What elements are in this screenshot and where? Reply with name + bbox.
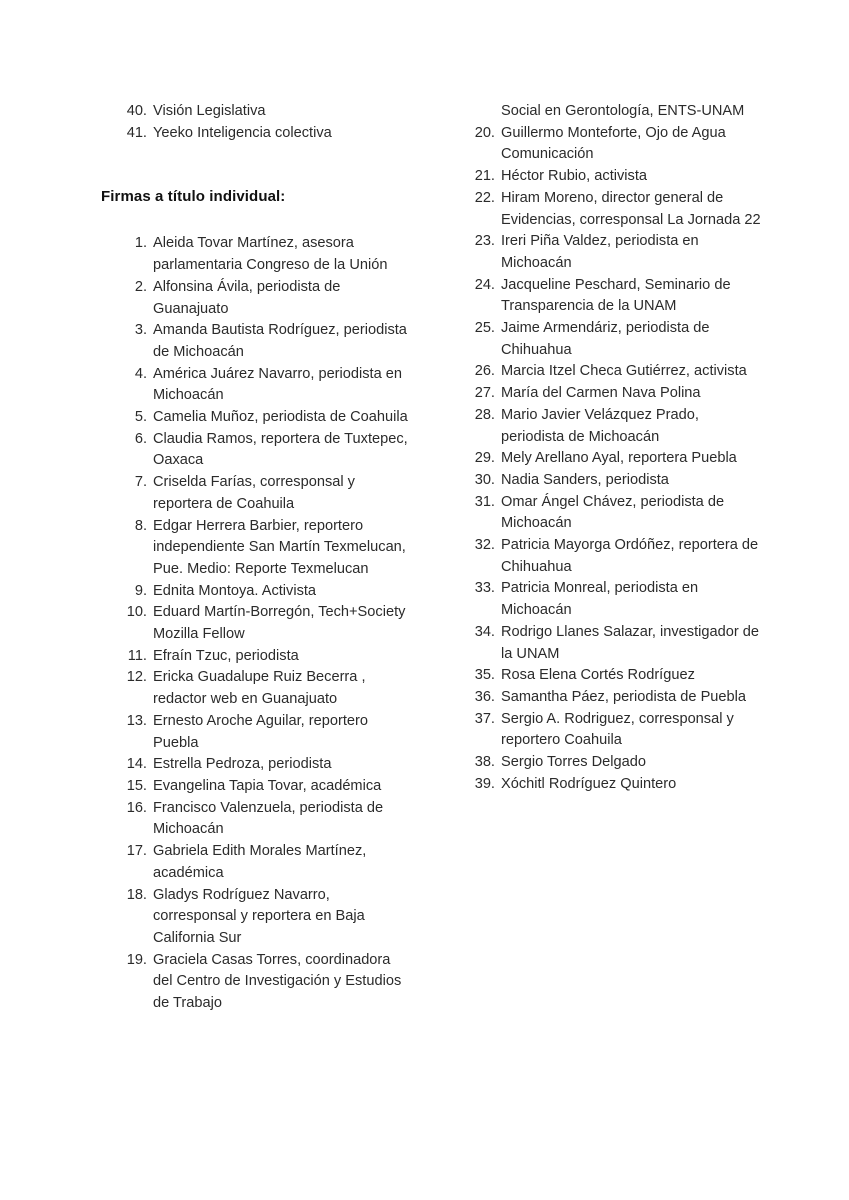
- item-number: 1.: [134, 235, 147, 252]
- item-number: 8.: [134, 517, 147, 534]
- item-text: Hiram Moreno, director general de Evidencias, corresponsal La Jornada 22: [501, 189, 761, 228]
- item-number: 28.: [474, 406, 495, 423]
- list-item: [471, 774, 761, 796]
- item-text: Mely Arellano Ayal, reportera Puebla: [501, 450, 737, 467]
- list-item: [471, 752, 761, 774]
- item-text: Patricia Mayorga Ordóñez, reportera de Chihuahua: [501, 537, 759, 575]
- item-text: América Juárez Navarro, periodista en Michoacán: [153, 365, 403, 404]
- item-text: Claudia Ramos, reportera de Tuxtepec, Oaxaca: [153, 430, 408, 469]
- item-number: 7.: [134, 474, 147, 491]
- item-number: 4.: [134, 365, 147, 382]
- item-text: Edgar Herrera Barbier, reportero independiente San Martín Texmelucan, Pue. Medio: Reporte Texmelucan: [153, 517, 406, 577]
- list-item: [101, 950, 411, 1015]
- item-text: Visión Legislativa: [153, 103, 266, 119]
- item-number: 23.: [474, 233, 495, 250]
- item-text: Nadia Sanders, periodista: [501, 471, 669, 488]
- list-item: [101, 101, 411, 123]
- item-number: 5.: [134, 409, 147, 426]
- item-number: 3.: [134, 322, 147, 339]
- item-text: Marcia Itzel Checa Gutiérrez, activista: [501, 363, 747, 380]
- item-text: Alfonsina Ávila, periodista de Guanajuato: [153, 278, 341, 317]
- list-item: [471, 361, 761, 383]
- item-text: Sergio A. Rodriguez, corresponsal y reportero Coahuila: [501, 710, 734, 749]
- item-text: María del Carmen Nava Polina: [501, 385, 701, 402]
- item-number: 18.: [126, 886, 147, 903]
- item-text: Yeeko Inteligencia colectiva: [153, 124, 332, 141]
- item-text: Ireri Piña Valdez, periodista en Michoacán: [501, 233, 699, 271]
- item-text: Omar Ángel Chávez, periodista de Michoacán: [501, 493, 725, 532]
- item-number: 22.: [474, 189, 495, 206]
- list-item: [101, 798, 411, 841]
- item-text: Patricia Monreal, periodista en Michoacán: [501, 580, 699, 619]
- item-number: 2.: [134, 278, 147, 295]
- item-text: Ernesto Aroche Aguilar, reportero Puebla: [153, 712, 368, 751]
- item-text: Mario Javier Velázquez Prado, periodista de Michoacán: [501, 406, 699, 445]
- item-text: Eduard Martín-Borregón, Tech+Society Mozilla Fellow: [153, 604, 406, 643]
- list-item: [471, 622, 761, 665]
- item-text: Gabriela Edith Morales Martínez, académica: [153, 843, 367, 881]
- organizations-list: [101, 101, 411, 144]
- item-number: 35.: [474, 667, 495, 684]
- list-item: [101, 754, 411, 776]
- individual-signatures-list-left: [101, 233, 411, 1014]
- item-text: Criselda Farías, corresponsal y reportera de Coahuila: [153, 474, 355, 512]
- item-number: 27.: [474, 385, 495, 402]
- item-number: 36.: [474, 688, 495, 705]
- list-item: [101, 667, 411, 710]
- list-item: [101, 407, 411, 429]
- list-item: [101, 429, 411, 472]
- list-item: [101, 646, 411, 668]
- list-item: [101, 123, 411, 145]
- item-text: Héctor Rubio, activista: [501, 168, 647, 185]
- item-text: Rodrigo Llanes Salazar, investigador de la UNAM: [501, 623, 759, 662]
- list-item: [471, 166, 761, 188]
- list-item: [101, 364, 411, 407]
- item-19-continuation: Social en Gerontología, ENTS-UNAM: [501, 103, 745, 119]
- list-item: [101, 472, 411, 515]
- list-item: [101, 233, 411, 276]
- item-text: Gladys Rodríguez Navarro, corresponsal y reportera en Baja California Sur: [153, 886, 365, 946]
- item-number: 40.: [126, 103, 147, 119]
- item-text: Jaime Armendáriz, periodista de Chihuahua: [501, 320, 710, 358]
- item-text: Estrella Pedroza, periodista: [153, 756, 332, 773]
- item-number: 24.: [474, 276, 495, 293]
- item-number: 26.: [474, 363, 495, 380]
- item-number: 12.: [126, 669, 147, 686]
- list-item: [101, 516, 411, 581]
- item-number: 34.: [474, 623, 495, 640]
- item-number: 39.: [474, 775, 495, 792]
- item-number: 29.: [474, 450, 495, 467]
- item-text: Ednita Montoya. Activista: [153, 582, 317, 599]
- item-text: Guillermo Monteforte, Ojo de Agua Comunicación: [501, 124, 726, 163]
- item-text: Rosa Elena Cortés Rodríguez: [501, 667, 695, 684]
- list-item: [471, 188, 761, 231]
- section-heading: Firmas a título individual:: [101, 188, 286, 206]
- item-text: Xóchitl Rodríguez Quintero: [501, 775, 677, 792]
- item-number: 20.: [474, 124, 495, 141]
- individual-signatures-list-right: [471, 123, 761, 796]
- item-number: 14.: [126, 756, 147, 773]
- list-item: [471, 578, 761, 621]
- item-number: 11.: [127, 647, 147, 664]
- item-text: Evangelina Tapia Tovar, académica: [153, 777, 382, 794]
- item-text: Efraín Tzuc, periodista: [153, 647, 299, 664]
- right-column: [471, 101, 761, 796]
- item-number: 30.: [474, 471, 495, 488]
- list-item: [471, 709, 761, 752]
- item-number: 25.: [474, 320, 495, 337]
- item-text: Ericka Guadalupe Ruiz Becerra , redactor web en Guanajuato: [153, 669, 366, 708]
- item-number: 15.: [126, 777, 147, 794]
- item-number: 32.: [474, 537, 495, 554]
- item-number: 41.: [126, 124, 147, 141]
- list-item: [471, 470, 761, 492]
- list-item: [101, 776, 411, 798]
- item-text: Francisco Valenzuela, periodista de Michoacán: [153, 799, 384, 838]
- item-number: 17.: [126, 843, 147, 860]
- list-item: [471, 318, 761, 361]
- list-item: [471, 665, 761, 687]
- item-text: Samantha Páez, periodista de Puebla: [501, 688, 747, 705]
- item-number: 21.: [474, 168, 495, 185]
- item-text: Graciela Casas Torres, coordinadora del Centro de Investigación y Estudios de Trabajo: [153, 951, 402, 1012]
- left-column: [101, 101, 411, 1015]
- item-number: 31.: [474, 493, 495, 510]
- list-item: [101, 320, 411, 363]
- list-item: [471, 535, 761, 578]
- item-number: 13.: [126, 712, 147, 729]
- item-text: Camelia Muñoz, periodista de Coahuila: [153, 409, 408, 426]
- list-item: [471, 123, 761, 166]
- item-number: 38.: [474, 754, 495, 771]
- list-item: [471, 383, 761, 405]
- item-text: Sergio Torres Delgado: [501, 754, 646, 771]
- list-item: [101, 581, 411, 603]
- list-item: [471, 492, 761, 535]
- list-item: [101, 602, 411, 645]
- item-number: 10.: [126, 604, 147, 621]
- item-number: 16.: [126, 799, 147, 816]
- item-number: 19.: [126, 951, 147, 968]
- list-item: [471, 231, 761, 274]
- list-item: [101, 885, 411, 950]
- item-number: 6.: [134, 430, 147, 447]
- list-item: [101, 711, 411, 754]
- item-text: Aleida Tovar Martínez, asesora parlamentaria Congreso de la Unión: [153, 235, 388, 274]
- list-item: [471, 687, 761, 709]
- item-text: Amanda Bautista Rodríguez, periodista de Michoacán: [153, 322, 407, 360]
- list-item: [471, 448, 761, 470]
- list-item: [471, 275, 761, 318]
- list-item: [101, 277, 411, 320]
- item-number: 9.: [134, 582, 147, 599]
- list-item: [471, 405, 761, 448]
- list-item: [101, 841, 411, 884]
- item-text: Jacqueline Peschard, Seminario de Transparencia de la UNAM: [501, 276, 731, 315]
- item-number: 33.: [474, 580, 495, 597]
- item-number: 37.: [474, 710, 495, 727]
